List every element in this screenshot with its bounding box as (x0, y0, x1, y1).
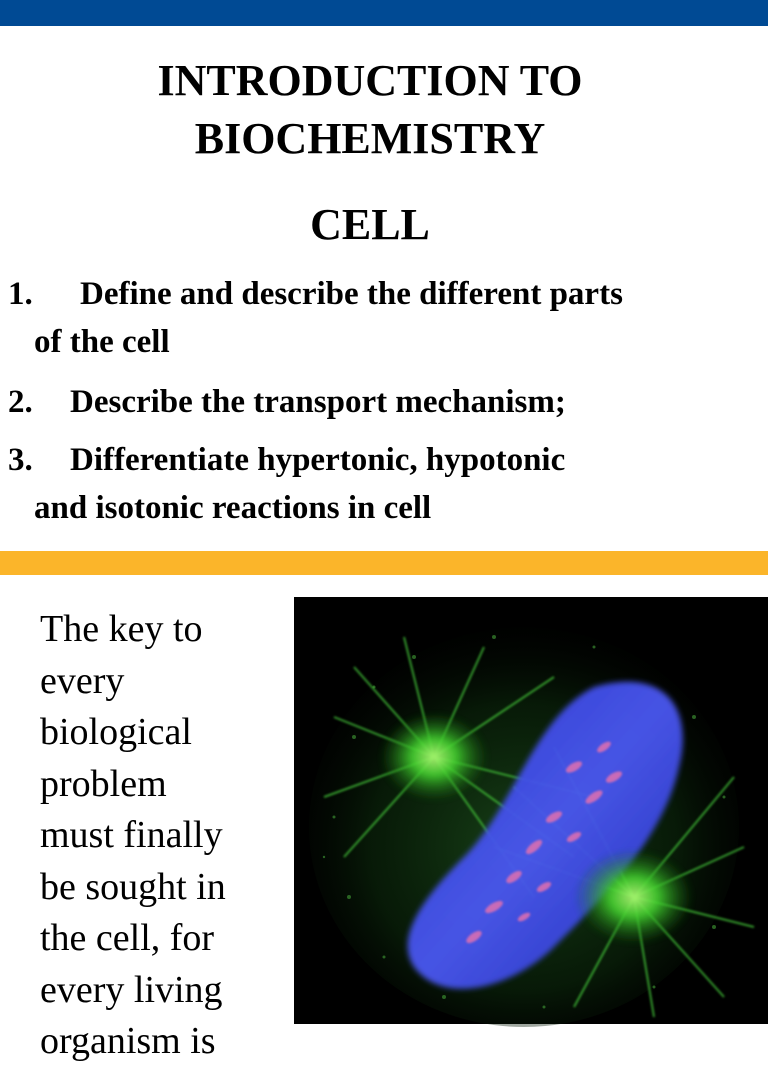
divider-bar (0, 551, 768, 575)
title-line-2: BIOCHEMISTRY (194, 114, 546, 163)
objective-number: 1. (8, 276, 33, 312)
objective-text: Define and describe the different parts (80, 276, 623, 312)
objective-item (8, 436, 763, 532)
objective-item (8, 270, 763, 366)
quote-line: the cell, for (40, 917, 215, 959)
objective-text: Differentiate hypertonic, hypotonic (70, 442, 566, 478)
objectives-list (8, 270, 763, 532)
objective-text: Describe the transport mechanism; (70, 384, 566, 420)
quote-line: organism is (40, 1020, 216, 1062)
quote-line: biological (40, 711, 192, 753)
objective-number: 3. (8, 442, 33, 478)
page-title (0, 52, 740, 168)
quote-line: be sought in (40, 865, 226, 908)
objective-item (8, 378, 763, 426)
quote-line: The key to (40, 608, 203, 650)
objective-text-continued: of the cell (34, 324, 170, 360)
quote-line: every (40, 659, 125, 702)
objective-text-continued: and isotonic reactions in cell (34, 490, 432, 526)
quote-text (40, 604, 290, 1068)
quote-line: every living (40, 968, 223, 1011)
cell-micrograph-image (294, 597, 768, 1024)
objective-number: 2. (8, 384, 33, 420)
quote-line: problem (40, 762, 167, 805)
top-accent-bar (0, 0, 768, 26)
quote-line: must finally (40, 814, 223, 856)
page-subtitle: CELL (310, 200, 430, 249)
title-line-1: INTRODUCTION TO (157, 56, 583, 105)
